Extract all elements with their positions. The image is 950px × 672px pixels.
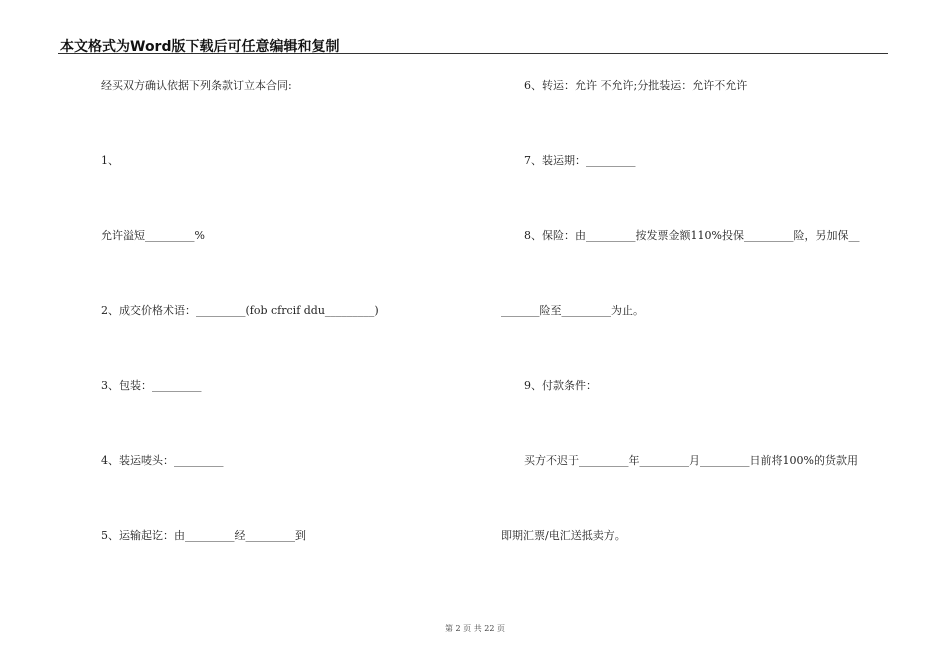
header-title: 本文格式为Word版下载后可任意编辑和复制 bbox=[60, 39, 340, 55]
clause-6-transshipment: 6、转运：允许 不允许;分批装运：允许不允许 bbox=[524, 79, 748, 92]
header-rule bbox=[58, 53, 888, 54]
contract-intro-text: 经买双方确认依据下列条款订立本合同: bbox=[101, 79, 292, 92]
clause-3-packing: 3、包装：_________ bbox=[101, 379, 202, 392]
clause-2-price-terms: 2、成交价格术语：_________(fob cfrcif ddu_________) bbox=[101, 304, 379, 317]
clause-9-payment-method: 即期汇票/电汇送抵卖方。 bbox=[501, 529, 626, 542]
clause-8-insurance-continued: _______险至_________为止。 bbox=[501, 304, 644, 317]
clause-8-insurance: 8、保险：由_________按发票金额110%投保_________险，另加保__ bbox=[524, 229, 860, 242]
clause-1-tolerance: 允许溢短_________% bbox=[101, 229, 205, 242]
clause-9-payment-deadline: 买方不迟于_________年_________月_________日前将100%的货款用 bbox=[524, 454, 858, 467]
clause-4-shipping-marks: 4、装运唛头：_________ bbox=[101, 454, 224, 467]
clause-7-shipment-date: 7、装运期：_________ bbox=[524, 154, 636, 167]
clause-1-number: 1、 bbox=[101, 154, 119, 167]
page-footer: 第 2 页 共 22 页 bbox=[445, 624, 505, 633]
clause-5-transport-route: 5、运输起讫：由_________经_________到 bbox=[101, 529, 306, 542]
clause-9-payment-terms: 9、付款条件： bbox=[524, 379, 597, 392]
